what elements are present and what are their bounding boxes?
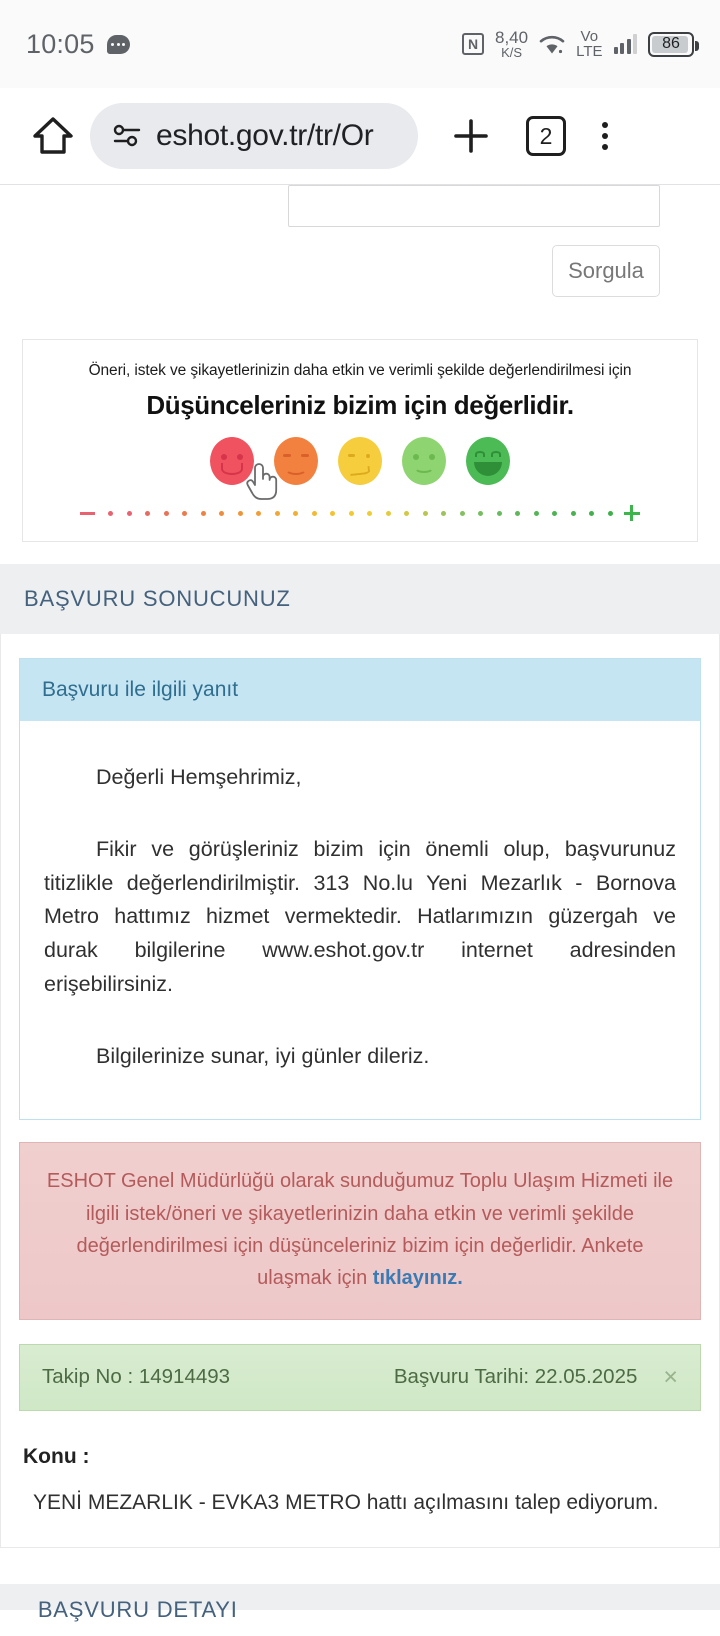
answer-paragraph: Fikir ve görüşleriniz bizim için önemli olup, başvurunuz titizlikle değerlendirilmiştir. 313 No.lu Yeni Mezarlık - Bornova Metro hattımız hizmet vermektedir. Hatlarımızın güzergah ve durak bilgilerine www.eshot.gov.tr internet adresinden erişebilirsiniz.: [44, 836, 676, 996]
tracking-bar: [19, 1344, 701, 1411]
scale-minus-icon: [80, 512, 95, 515]
result-section-body: [0, 634, 720, 1548]
survey-scale-line: [33, 505, 687, 521]
site-settings-icon: [112, 123, 142, 149]
happy-face[interactable]: [402, 437, 446, 485]
chat-bubble-icon: [107, 35, 130, 54]
survey-subtitle: Öneri, istek ve şikayetlerinizin daha etkin ve verimli şekilde değerlendirilmesi için: [88, 362, 632, 379]
browser-toolbar: [0, 88, 720, 185]
section-gap: [0, 542, 720, 564]
eye-right: [301, 454, 309, 457]
more-vertical-icon-dot: [602, 133, 608, 139]
eye-right: [237, 454, 243, 460]
nfc-icon: N: [462, 33, 484, 55]
status-right-group: [462, 29, 694, 60]
query-input[interactable]: [288, 185, 660, 227]
eye-left: [413, 454, 419, 460]
survey-title: Düşünceleriniz bizim için değerlidir.: [146, 390, 574, 420]
url-bar[interactable]: [90, 103, 418, 169]
eye-right: [366, 454, 370, 458]
bottom-gap: [0, 1548, 720, 1584]
signal-bars-icon: [614, 34, 638, 54]
survey-notice-box: [19, 1142, 701, 1320]
scale-plus-icon: [624, 505, 640, 521]
volte-icon: [576, 29, 602, 60]
wifi-icon: [539, 34, 565, 55]
page-content: [0, 185, 720, 1622]
tracking-number: Takip No : 14914493: [42, 1365, 231, 1389]
next-section-title-partial: BAŞVURU DETAYI: [0, 1584, 720, 1610]
unhappy-face[interactable]: [274, 437, 318, 485]
answer-card: [19, 658, 701, 1120]
answer-paragraph: Bilgilerinize sunar, iyi günler dileriz.: [96, 1043, 430, 1068]
mouth-grin: [474, 462, 502, 476]
answer-card-body: [20, 721, 700, 1119]
scale-dots: [108, 511, 613, 516]
android-status-bar: [0, 0, 720, 88]
network-speed-indicator: [495, 29, 528, 60]
url-text: eshot.gov.tr/tr/Or: [156, 119, 374, 152]
volte-bottom-text: LTE: [576, 43, 603, 60]
home-button[interactable]: [24, 115, 82, 157]
query-submit-row: [28, 245, 692, 297]
overflow-menu-button[interactable]: [596, 116, 614, 156]
survey-notice-text: ESHOT Genel Müdürlüğü olarak sunduğumuz Toplu Ulaşım Hizmeti ile ilgili istek/öneri ve şikayetlerinizin daha etkin ve verimli şekilde değerlendirilmesi için düşünceleriniz bizim için değerlidir. Ankete ulaşmak için: [46, 1170, 674, 1290]
home-icon: [31, 115, 75, 157]
eye-left: [283, 454, 291, 457]
hand-cursor-icon: [245, 459, 279, 501]
plus-icon: [450, 115, 492, 157]
survey-widget: [22, 339, 698, 542]
very-happy-face[interactable]: [466, 437, 510, 485]
volte-top-text: Vo: [580, 27, 599, 45]
tab-switcher-button[interactable]: 2: [526, 116, 566, 156]
survey-face-options: [33, 437, 687, 485]
battery-level-text: 86: [662, 35, 680, 52]
more-vertical-icon-dot: [602, 122, 608, 128]
subject-label: Konu :: [23, 1444, 90, 1468]
survey-notice-link[interactable]: tıklayınız.: [372, 1267, 463, 1290]
status-clock: 10:05: [26, 28, 95, 59]
result-section-title: BAŞVURU SONUCUNUZ: [0, 564, 720, 634]
subject-text: YENİ MEZARLIK - EVKA3 METRO hattı açılmasını talep ediyorum.: [33, 1490, 659, 1514]
mouth-squiggle: [350, 466, 371, 476]
close-icon[interactable]: ×: [663, 1362, 678, 1391]
answer-card-header: Başvuru ile ilgili yanıt: [20, 659, 700, 721]
network-speed-value: 8,40: [495, 27, 529, 47]
subject-block: [19, 1411, 701, 1521]
eye-left: [348, 454, 355, 457]
sorgula-button[interactable]: Sorgula: [552, 245, 660, 297]
status-left-group: [26, 29, 130, 60]
eye-left: [475, 451, 485, 457]
mouth-frown: [285, 463, 307, 475]
battery-icon: [648, 32, 694, 57]
neutral-face[interactable]: [338, 437, 382, 485]
mouth-frown: [221, 463, 243, 475]
network-speed-unit: K/S: [501, 45, 523, 61]
more-vertical-icon-dot: [602, 144, 608, 150]
query-form: [0, 185, 720, 297]
eye-right: [491, 451, 501, 457]
answer-paragraph: Değerli Hemşehrimiz,: [96, 765, 302, 789]
eye-right: [429, 454, 435, 460]
eye-left: [221, 454, 227, 460]
mouth-smile: [414, 462, 434, 473]
new-tab-button[interactable]: [444, 115, 498, 157]
application-date: Başvuru Tarihi: 22.05.2025: [393, 1365, 638, 1389]
